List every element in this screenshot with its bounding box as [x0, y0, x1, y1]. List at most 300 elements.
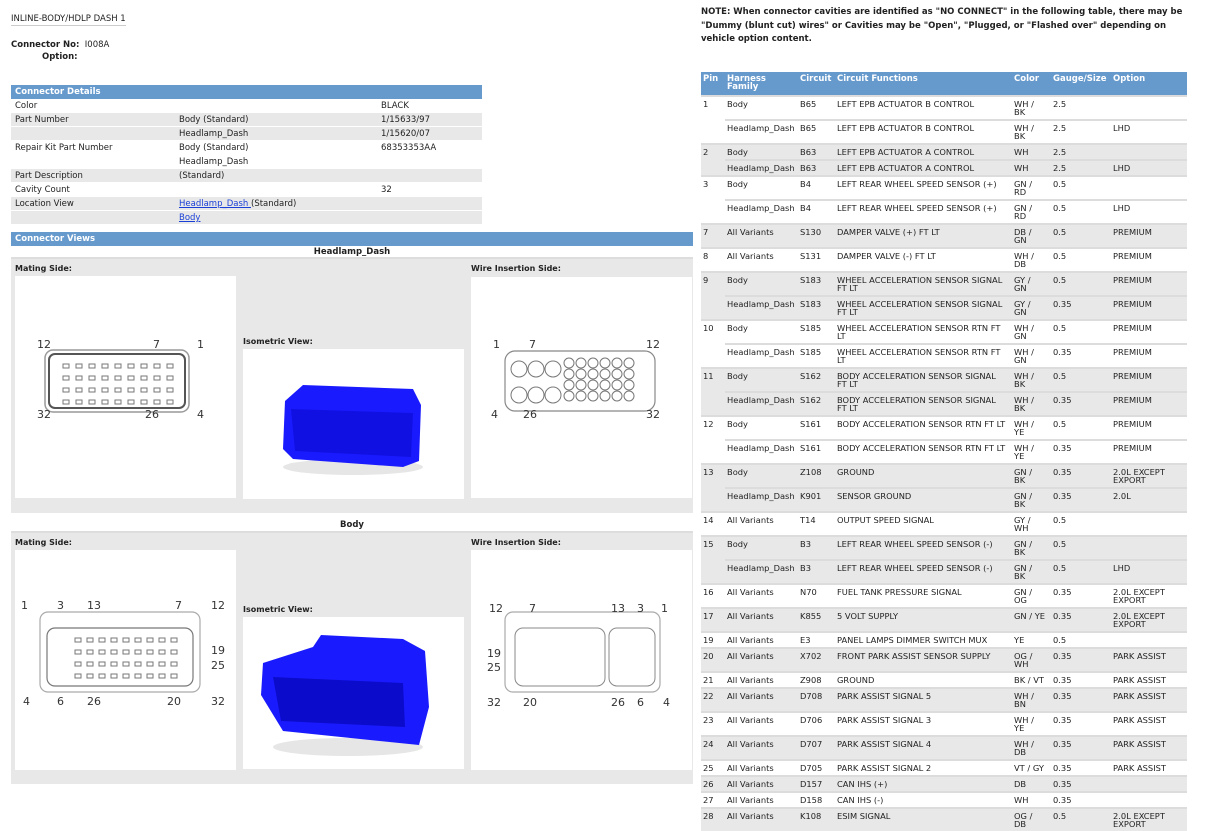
cell-circuit: B4	[798, 200, 835, 224]
col-circuit: Circuit	[798, 72, 835, 96]
cell-gauge: 0.5	[1051, 632, 1111, 648]
cell-circuit: T14	[798, 512, 835, 536]
cavity	[63, 388, 69, 392]
headlamp-view-title: Headlamp_Dash	[11, 246, 693, 259]
wire-insertion-side-label: Wire Insertion Side:	[471, 538, 561, 547]
cavity	[564, 369, 574, 379]
cell-circuit: X702	[798, 648, 835, 672]
cavity	[147, 638, 153, 642]
pin-row	[701, 560, 1187, 584]
body-views-panel	[11, 533, 693, 784]
cell-gauge: 0.35	[1051, 712, 1111, 736]
cavity	[135, 650, 141, 654]
cavity	[612, 369, 622, 379]
connector-details-heading: Connector Details	[11, 85, 482, 99]
cell-harness: All Variants	[725, 632, 798, 648]
cell-color: WH	[1012, 160, 1051, 176]
cavity	[99, 662, 105, 666]
cell-circuit: K901	[798, 488, 835, 512]
cell-gauge: 0.5	[1051, 320, 1111, 344]
cell-harness: Body	[725, 416, 798, 440]
cell-color: WH	[1012, 792, 1051, 808]
cell-circuit: D157	[798, 776, 835, 792]
pin-row	[701, 584, 1187, 608]
cell-circuit: B3	[798, 560, 835, 584]
cavity	[128, 388, 134, 392]
pin-row	[701, 536, 1187, 560]
pin-row	[701, 160, 1187, 176]
cell-circuit: B65	[798, 96, 835, 120]
cell-color: WH / BN	[1012, 688, 1051, 712]
color-label: Color	[15, 101, 38, 111]
headlamp-mating-view	[15, 276, 236, 498]
cell-pin	[701, 160, 725, 176]
cell-option: 2.0L EXCEPT EXPORT	[1111, 808, 1187, 831]
cavity	[128, 400, 134, 404]
pin-row	[701, 344, 1187, 368]
cell-harness: Headlamp_Dash	[725, 160, 798, 176]
cavity	[588, 391, 598, 401]
cell-pin: 23	[701, 712, 725, 736]
connector-details	[11, 85, 482, 225]
pin-row	[701, 808, 1187, 831]
mating-side-label: Mating Side:	[15, 538, 72, 547]
cavity	[141, 400, 147, 404]
cell-circuit: B3	[798, 536, 835, 560]
cavity	[76, 388, 82, 392]
pin-label: 19	[211, 644, 225, 657]
cavity	[159, 650, 165, 654]
cell-color: WH	[1012, 144, 1051, 160]
cavity	[511, 361, 527, 377]
cavity	[528, 361, 544, 377]
headlamp-isometric-view	[243, 349, 464, 499]
col-option: Option	[1111, 72, 1187, 96]
cell-gauge: 0.5	[1051, 248, 1111, 272]
cavity	[111, 662, 117, 666]
cell-pin	[701, 392, 725, 416]
cell-gauge: 0.35	[1051, 296, 1111, 320]
cavity	[76, 400, 82, 404]
pin-label: 12	[646, 338, 660, 351]
cell-option	[1111, 96, 1187, 120]
cavity	[102, 376, 108, 380]
pin-label: 12	[211, 599, 225, 612]
pin-row	[701, 632, 1187, 648]
pin-row	[701, 440, 1187, 464]
cell-function: CAN IHS (+)	[835, 776, 1012, 792]
cell-color: WH / GN	[1012, 320, 1051, 344]
cavity	[612, 358, 622, 368]
cell-option: LHD	[1111, 120, 1187, 144]
cell-option: PARK ASSIST	[1111, 648, 1187, 672]
cell-function: PARK ASSIST SIGNAL 5	[835, 688, 1012, 712]
pin-label: 26	[87, 695, 101, 708]
isometric-view-label: Isometric View:	[243, 605, 313, 614]
cell-option	[1111, 776, 1187, 792]
cell-circuit: D706	[798, 712, 835, 736]
cell-harness: Body	[725, 176, 798, 200]
cell-gauge: 0.35	[1051, 776, 1111, 792]
cell-pin: 22	[701, 688, 725, 712]
cell-color: WH / YE	[1012, 440, 1051, 464]
pin-row	[701, 608, 1187, 632]
pin-row	[701, 792, 1187, 808]
pin-row	[701, 320, 1187, 344]
cell-pin: 12	[701, 416, 725, 440]
cell-circuit: S183	[798, 296, 835, 320]
location-view-label: Location View	[15, 199, 74, 209]
cell-color: GN / RD	[1012, 176, 1051, 200]
cell-harness: Body	[725, 272, 798, 296]
cell-pin: 7	[701, 224, 725, 248]
pin-row	[701, 760, 1187, 776]
cell-function: GROUND	[835, 672, 1012, 688]
cell-harness: All Variants	[725, 608, 798, 632]
cell-pin: 26	[701, 776, 725, 792]
cavity	[102, 400, 108, 404]
cell-harness: Headlamp_Dash	[725, 344, 798, 368]
location-link-body[interactable]: Body	[179, 213, 201, 223]
cell-option: PREMIUM	[1111, 248, 1187, 272]
cell-option: LHD	[1111, 200, 1187, 224]
cell-circuit: D158	[798, 792, 835, 808]
part-description-label: Part Description	[15, 171, 83, 181]
cell-circuit: S161	[798, 440, 835, 464]
pin-label: 32	[211, 695, 225, 708]
cavity	[588, 358, 598, 368]
pin-label: 4	[663, 696, 670, 709]
cell-circuit: S185	[798, 344, 835, 368]
cell-color: GY / WH	[1012, 512, 1051, 536]
cell-option: PREMIUM	[1111, 296, 1187, 320]
pin-label: 25	[211, 659, 225, 672]
cell-function: LEFT EPB ACTUATOR B CONTROL	[835, 120, 1012, 144]
cell-color: WH / BK	[1012, 368, 1051, 392]
cell-option: PARK ASSIST	[1111, 736, 1187, 760]
cavity	[167, 376, 173, 380]
cavity	[141, 364, 147, 368]
cavity	[545, 361, 561, 377]
cell-gauge: 0.5	[1051, 560, 1111, 584]
cell-option: PREMIUM	[1111, 224, 1187, 248]
cell-pin	[701, 296, 725, 320]
connector-no-label: Connector No:	[11, 40, 80, 50]
cell-color: GN / BK	[1012, 488, 1051, 512]
cell-circuit: N70	[798, 584, 835, 608]
body-isometric-view	[243, 617, 464, 769]
cell-pin	[701, 200, 725, 224]
mating-side-label: Mating Side:	[15, 264, 72, 273]
cavity	[123, 662, 129, 666]
cavity	[75, 650, 81, 654]
cavity	[576, 391, 586, 401]
cavity	[115, 364, 121, 368]
pin-row	[701, 464, 1187, 488]
cell-option: 2.0L EXCEPT EXPORT	[1111, 584, 1187, 608]
cavity	[159, 662, 165, 666]
pin-label: 6	[637, 696, 644, 709]
cell-option: 2.0L EXCEPT EXPORT	[1111, 608, 1187, 632]
headlamp-views-panel	[11, 259, 693, 513]
cell-gauge: 0.35	[1051, 736, 1111, 760]
cell-function: LEFT REAR WHEEL SPEED SENSOR (+)	[835, 200, 1012, 224]
cavity	[99, 674, 105, 678]
cell-gauge: 0.35	[1051, 488, 1111, 512]
cavity	[600, 369, 610, 379]
part-number-headlamp: Headlamp_Dash	[179, 129, 249, 139]
cavity	[564, 358, 574, 368]
body-wire-view	[471, 550, 692, 770]
cell-option: LHD	[1111, 560, 1187, 584]
cell-option: PREMIUM	[1111, 416, 1187, 440]
cell-gauge: 0.5	[1051, 416, 1111, 440]
cell-circuit: Z108	[798, 464, 835, 488]
cell-option: PREMIUM	[1111, 392, 1187, 416]
cell-option	[1111, 792, 1187, 808]
pin-label: 7	[529, 602, 536, 615]
pin-label: 32	[37, 408, 51, 421]
no-connect-note: NOTE: When connector cavities are identified as "NO CONNECT" in the following table, there may be "Dummy (blunt cut) wires" or Cavities may be "Open", "Plugged, or "Flashed over" depending on vehicle option content.	[701, 7, 1183, 44]
cell-harness: Headlamp_Dash	[725, 392, 798, 416]
cell-color: GN / BK	[1012, 464, 1051, 488]
cell-option: PREMIUM	[1111, 320, 1187, 344]
cell-function: CAN IHS (-)	[835, 792, 1012, 808]
pin-label: 26	[611, 696, 625, 709]
cavity	[159, 638, 165, 642]
cell-option	[1111, 536, 1187, 560]
pin-row	[701, 248, 1187, 272]
pin-table-header	[701, 72, 1187, 96]
part-number-headlamp-value: 1/15620/07	[381, 129, 430, 139]
pin-row	[701, 144, 1187, 160]
cell-color: GY / GN	[1012, 296, 1051, 320]
cavity	[171, 638, 177, 642]
cell-color: WH / YE	[1012, 416, 1051, 440]
cavity	[111, 650, 117, 654]
cell-option	[1111, 632, 1187, 648]
cell-color: WH / YE	[1012, 712, 1051, 736]
pin-label: 20	[167, 695, 181, 708]
cell-pin: 27	[701, 792, 725, 808]
cavity	[115, 376, 121, 380]
pin-label: 4	[197, 408, 204, 421]
cell-color: GN / YE	[1012, 608, 1051, 632]
connector-no-value: I008A	[84, 40, 110, 50]
pin-label: 1	[493, 338, 500, 351]
cavity	[89, 388, 95, 392]
pin-row	[701, 416, 1187, 440]
cell-harness: Headlamp_Dash	[725, 560, 798, 584]
part-number-body: Body (Standard)	[179, 115, 249, 125]
repair-kit-body: Body (Standard)	[179, 143, 249, 153]
part-number-body-value: 1/15633/97	[381, 115, 430, 125]
pin-row	[701, 512, 1187, 536]
cell-harness: Headlamp_Dash	[725, 488, 798, 512]
cell-pin: 21	[701, 672, 725, 688]
cell-harness: All Variants	[725, 688, 798, 712]
pin-label: 1	[21, 599, 28, 612]
cavity	[528, 387, 544, 403]
cell-gauge: 0.35	[1051, 440, 1111, 464]
cavity	[123, 650, 129, 654]
cavity	[167, 400, 173, 404]
cell-function: LEFT REAR WHEEL SPEED SENSOR (-)	[835, 536, 1012, 560]
cell-circuit: S183	[798, 272, 835, 296]
connector-views	[11, 232, 693, 784]
cavity	[624, 380, 634, 390]
cell-circuit: K855	[798, 608, 835, 632]
cell-circuit: Z908	[798, 672, 835, 688]
cell-color: WH / BK	[1012, 392, 1051, 416]
cell-option: PREMIUM	[1111, 368, 1187, 392]
cavity	[154, 400, 160, 404]
headlamp-isometric-image	[243, 349, 464, 499]
cell-option: 2.0L	[1111, 488, 1187, 512]
cell-pin: 8	[701, 248, 725, 272]
cell-function: PARK ASSIST SIGNAL 3	[835, 712, 1012, 736]
cell-color: WH / GN	[1012, 344, 1051, 368]
wire-insertion-side-label: Wire Insertion Side:	[471, 264, 561, 273]
pin-label: 26	[523, 408, 537, 421]
cell-harness: Headlamp_Dash	[725, 200, 798, 224]
cell-gauge: 0.5	[1051, 536, 1111, 560]
cell-gauge: 0.35	[1051, 672, 1111, 688]
cell-function: FRONT PARK ASSIST SENSOR SUPPLY	[835, 648, 1012, 672]
page-title: INLINE-BODY/HDLP DASH 1	[11, 14, 126, 24]
cell-color: WH / DB	[1012, 736, 1051, 760]
col-color: Color	[1012, 72, 1051, 96]
cell-pin	[701, 120, 725, 144]
location-link-headlamp[interactable]: Headlamp_Dash	[179, 199, 251, 209]
cell-pin: 17	[701, 608, 725, 632]
cell-option: PREMIUM	[1111, 440, 1187, 464]
body-view-title: Body	[11, 517, 693, 533]
headlamp-wire-view	[471, 277, 692, 498]
cell-circuit: B65	[798, 120, 835, 144]
pin-row	[701, 736, 1187, 760]
cavity	[147, 662, 153, 666]
cavity	[135, 674, 141, 678]
connector-views-heading: Connector Views	[11, 232, 693, 246]
cell-gauge: 2.5	[1051, 160, 1111, 176]
cavity	[612, 391, 622, 401]
cell-pin: 14	[701, 512, 725, 536]
cavity	[600, 380, 610, 390]
cell-circuit: B4	[798, 176, 835, 200]
cavity	[111, 674, 117, 678]
cell-function: LEFT EPB ACTUATOR A CONTROL	[835, 144, 1012, 160]
col-function: Circuit Functions	[835, 72, 1012, 96]
cell-harness: All Variants	[725, 672, 798, 688]
cell-pin: 9	[701, 272, 725, 296]
cell-function: ESIM SIGNAL	[835, 808, 1012, 831]
cell-function: LEFT EPB ACTUATOR A CONTROL	[835, 160, 1012, 176]
cell-circuit: D707	[798, 736, 835, 760]
cell-harness: Body	[725, 144, 798, 160]
cell-option: PARK ASSIST	[1111, 712, 1187, 736]
cavity	[63, 364, 69, 368]
pin-label: 12	[37, 338, 51, 351]
cell-color: GY / GN	[1012, 272, 1051, 296]
cell-function: BODY ACCELERATION SENSOR SIGNAL FT LT	[835, 368, 1012, 392]
pin-row	[701, 176, 1187, 200]
pin-label: 6	[57, 695, 64, 708]
cell-function: LEFT EPB ACTUATOR B CONTROL	[835, 96, 1012, 120]
cell-function: BODY ACCELERATION SENSOR RTN FT LT	[835, 440, 1012, 464]
cell-option	[1111, 144, 1187, 160]
cavity	[624, 369, 634, 379]
cell-option: LHD	[1111, 160, 1187, 176]
cell-option: PREMIUM	[1111, 344, 1187, 368]
cell-gauge: 0.35	[1051, 648, 1111, 672]
cell-pin	[701, 344, 725, 368]
cell-pin: 24	[701, 736, 725, 760]
cell-harness: Headlamp_Dash	[725, 440, 798, 464]
cell-gauge: 2.5	[1051, 96, 1111, 120]
pin-label: 26	[145, 408, 159, 421]
cell-pin	[701, 440, 725, 464]
cell-pin: 10	[701, 320, 725, 344]
cavity	[135, 662, 141, 666]
cell-circuit: D705	[798, 760, 835, 776]
cell-function: DAMPER VALVE (-) FT LT	[835, 248, 1012, 272]
pin-label: 7	[153, 338, 160, 351]
repair-kit-label: Repair Kit Part Number	[15, 143, 113, 153]
cell-harness: All Variants	[725, 776, 798, 792]
pin-row	[701, 776, 1187, 792]
cavity	[123, 638, 129, 642]
cell-harness: Headlamp_Dash	[725, 120, 798, 144]
cavity	[87, 650, 93, 654]
cell-circuit: S131	[798, 248, 835, 272]
cell-color: GN / BK	[1012, 536, 1051, 560]
cell-color: YE	[1012, 632, 1051, 648]
cell-pin: 3	[701, 176, 725, 200]
cell-color: DB	[1012, 776, 1051, 792]
cell-function: PARK ASSIST SIGNAL 2	[835, 760, 1012, 776]
cavity	[76, 376, 82, 380]
cell-gauge: 0.5	[1051, 272, 1111, 296]
pin-label: 13	[87, 599, 101, 612]
cell-pin: 2	[701, 144, 725, 160]
cavity	[154, 376, 160, 380]
cavity	[115, 400, 121, 404]
option-label: Option:	[42, 52, 78, 62]
cell-gauge: 0.5	[1051, 200, 1111, 224]
cell-harness: Headlamp_Dash	[725, 296, 798, 320]
cavity	[75, 638, 81, 642]
pin-label: 13	[611, 602, 625, 615]
cavity	[141, 376, 147, 380]
cell-pin: 28	[701, 808, 725, 831]
cell-option: PARK ASSIST	[1111, 760, 1187, 776]
cell-function: FUEL TANK PRESSURE SIGNAL	[835, 584, 1012, 608]
cell-gauge: 0.35	[1051, 344, 1111, 368]
pin-label: 25	[487, 661, 501, 674]
pin-label: 3	[57, 599, 64, 612]
pin-row	[701, 392, 1187, 416]
cavity	[102, 364, 108, 368]
cell-pin: 1	[701, 96, 725, 120]
cavity	[564, 380, 574, 390]
cell-circuit: S161	[798, 416, 835, 440]
connector-no	[11, 40, 109, 50]
cavity	[511, 387, 527, 403]
cell-option: PREMIUM	[1111, 272, 1187, 296]
cavity	[75, 662, 81, 666]
cell-gauge: 0.35	[1051, 608, 1111, 632]
